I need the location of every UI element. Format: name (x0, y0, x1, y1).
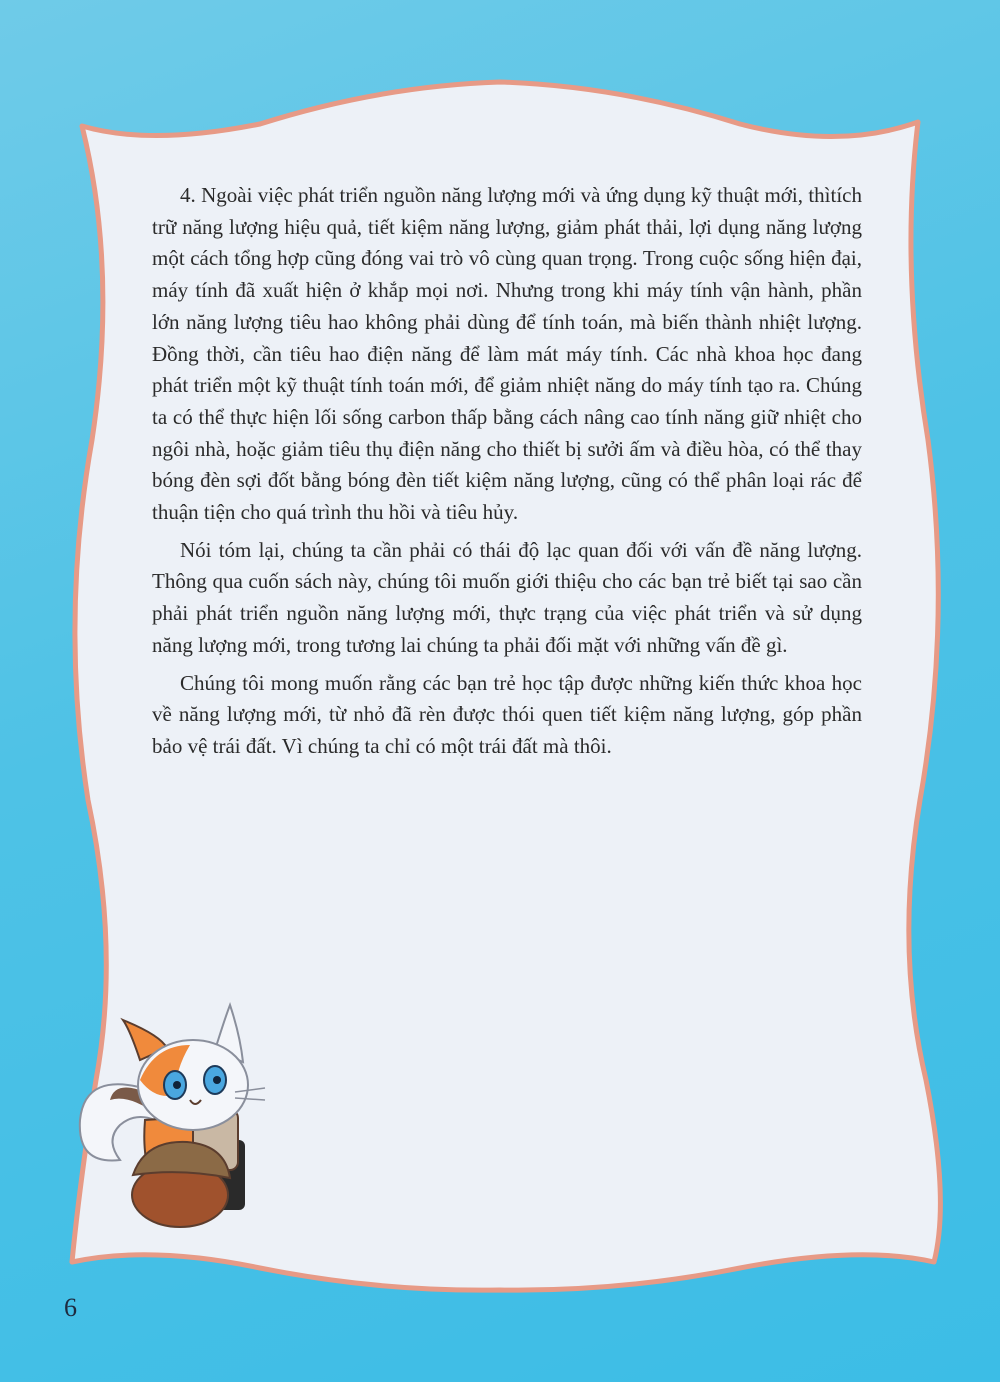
page-number: 6 (64, 1293, 77, 1322)
squirrel-cat-mascot-icon (75, 1000, 275, 1230)
body-text (152, 180, 862, 769)
paragraph-1: 4. Ngoài việc phát triển nguồn năng lượng mới và ứng dụng kỹ thuật mới, thìtích trữ năng lượng hiệu quả, tiết kiệm năng lượng, giảm phát thải, lợi dụng năng lượng một cách tổng hợp cũng đóng vai trò vô cùng quan trọng. Trong cuộc sống hiện đại, máy tính đã xuất hiện ở khắp mọi nơi. Nhưng trong khi máy tính vận hành, phần lớn năng lượng tiêu hao không phải dùng để tính toán, mà biến thành nhiệt lượng. Đồng thời, cần tiêu hao điện năng để làm mát máy tính. Các nhà khoa học đang phát triển một kỹ thuật tính toán mới, để giảm nhiệt năng do máy tính tạo ra. Chúng ta có thể thực hiện lối sống carbon thấp bằng cách nâng cao tính năng giữ nhiệt cho ngôi nhà, hoặc giảm tiêu thụ điện năng cho thiết bị sưởi ấm và điều hòa, có thể thay bóng đèn sợi đốt bằng bóng đèn tiết kiệm năng lượng, cũng có thể phân loại rác để thuận tiện cho quá trình thu hồi và tiêu hủy. (152, 183, 862, 525)
paragraph-2: Nói tóm lại, chúng ta cần phải có thái độ lạc quan đối với vấn đề năng lượng. Thông qua cuốn sách này, chúng tôi muốn giới thiệu cho các bạn trẻ biết tại sao cần phải phát triển nguồn năng lượng mới, thực trạng của việc phát triển và sử dụng năng lượng mới, trong tương lai chúng ta phải đối mặt với những vấn đề gì. (152, 537, 862, 657)
paragraph-3: Chúng tôi mong muốn rằng các bạn trẻ học tập được những kiến thức khoa học về năng lượng mới, từ nhỏ đã rèn được thói quen tiết kiệm năng lượng, góp phần bảo vệ trái đất. Vì chúng ta chỉ có một trái đất mà thôi. (152, 670, 862, 758)
